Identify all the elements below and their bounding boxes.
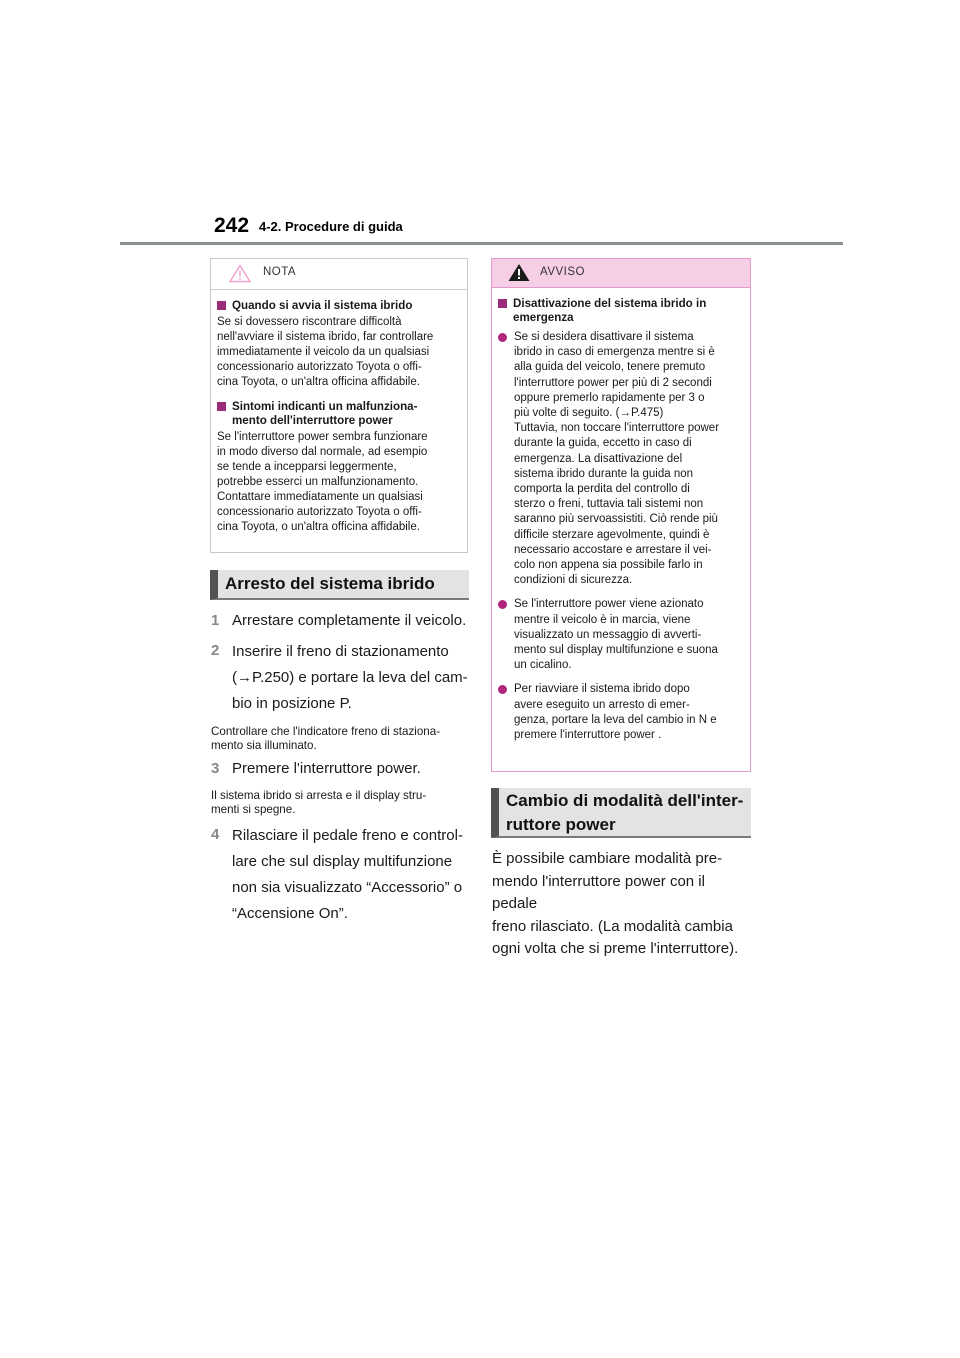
nota-paragraph: Se l'interruttore power sembra funzionare in modo diverso dal normale, ad esempio se tende a incepparsi leggermente, potrebbe esserci un malfunzionamento. Contattare immediatamente un qualsiasi concessionario autorizzato Toyota o offi- cina Toyota, o un'altra officina affidabile. — [217, 431, 428, 533]
avviso-subheading: Disattivazione del sistema ibrido in emergenza — [498, 297, 744, 325]
section-heading-cambio: Cambio di modalità dell'inter- ruttore power — [491, 788, 751, 838]
circle-bullet-icon — [498, 685, 507, 694]
warning-triangle-icon — [508, 263, 530, 287]
nota-box — [210, 258, 468, 553]
square-bullet-icon — [498, 299, 507, 308]
square-bullet-icon — [217, 402, 226, 411]
nota-header — [211, 259, 467, 290]
step-note: Il sistema ibrido si arresta e il display stru- menti si spegne. — [211, 789, 427, 816]
section-title: 4-2. Procedure di guida — [259, 219, 403, 234]
avviso-bullet: Se si desidera disattivare il sistema ibrido in caso di emergenza mentre si è alla guida del veicolo, tenere premuto l'interruttore power per più di 2 secondi oppure premerlo rapidamente per 3 o più volte di seguito. (→P.475) Tuttavia, non toccare l'interruttore power durante la guida, eccetto in caso di emergenza. La disattivazione del sistema ibrido durante la guida non comporta la perdita del controllo di sterzo o freni, tuttavia tali sistemi non saranno più servoassistiti. Ciò rende più difficile sterzare agevolmente, quindi è necessario accostare e arrestare il vei- colo non appena sia possibile farlo in condizioni di sicurezza. — [498, 330, 744, 588]
avviso-header — [492, 259, 750, 288]
avviso-bullet: Se l'interruttore power viene azionato mentre il veicolo è in marcia, viene visualizzato un messaggio di avverti- mento sul display multifunzione e suona un cicalino. — [498, 597, 744, 673]
step-item — [211, 757, 469, 781]
avviso-label: AVVISO — [540, 266, 585, 278]
nota-subheading: Sintomi indicanti un malfunziona- mento dell'interruttore power — [217, 400, 461, 428]
step-item — [211, 639, 469, 717]
nota-label: NOTA — [263, 266, 297, 278]
step-text: Arrestare completamente il veicolo. — [232, 612, 467, 629]
section-heading-arresto: Arresto del sistema ibrido — [210, 570, 469, 600]
nota-subheading: Quando si avvia il sistema ibrido — [217, 299, 461, 313]
cambio-paragraph: È possibile cambiare modalità pre- mendo l'interruttore power con il pedale freno rilasciato. (La modalità cambia ogni volta che si preme l'interruttore). — [492, 850, 739, 957]
step-text: Rilasciare il pedale freno e control- lare che sul display multifunzione non sia visualizzato “Accessorio” o “Accensione On”. — [232, 827, 463, 922]
step-note: Controllare che l'indicatore freno di staziona- mento sia illuminato. — [211, 725, 441, 752]
page-number: 242 — [214, 214, 250, 237]
avviso-bullet: Per riavviare il sistema ibrido dopo avere eseguito un arresto di emer- genza, portare la leva del cambio in N e premere l'interruttore power . — [498, 682, 744, 743]
step-number: 1 — [211, 612, 220, 629]
circle-bullet-icon — [498, 333, 507, 342]
step-item — [211, 823, 469, 927]
circle-bullet-icon — [498, 600, 507, 609]
header-divider — [120, 242, 843, 245]
step-item — [211, 609, 469, 633]
step-number: 4 — [211, 826, 220, 843]
step-number: 3 — [211, 760, 220, 777]
avviso-box — [491, 258, 751, 772]
step-text: Inserire il freno di stazionamento (→P.250) e portare la leva del cam- bio in posizione P. — [232, 643, 468, 712]
step-text: Premere l'interruttore power. — [232, 760, 421, 777]
steps-list — [211, 606, 469, 927]
nota-paragraph: Se si dovessero riscontrare difficoltà nell'avviare il sistema ibrido, far controllare immediatamente il veicolo da un qualsiasi concessionario autorizzato Toyota o offi- cina Toyota, o un'altra officina affidabile. — [217, 316, 434, 388]
square-bullet-icon — [217, 301, 226, 310]
caution-triangle-icon — [229, 264, 251, 288]
step-number: 2 — [211, 642, 220, 659]
